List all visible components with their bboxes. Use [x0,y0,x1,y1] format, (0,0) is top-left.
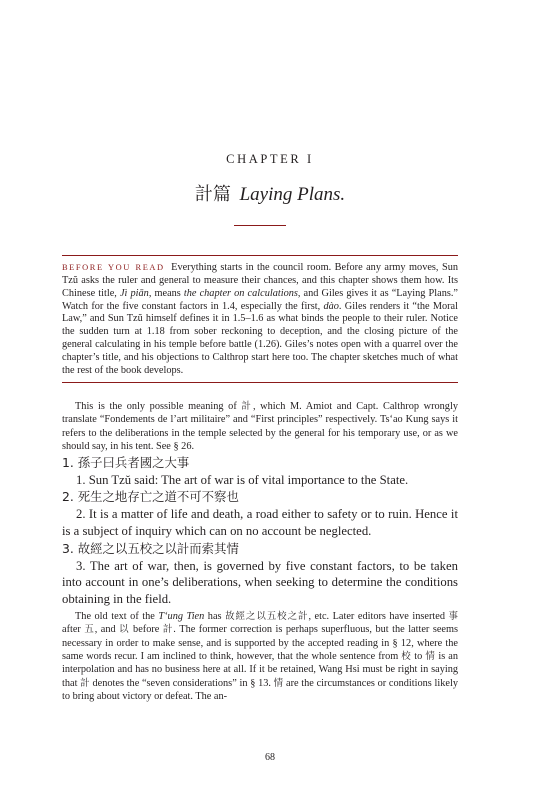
title-divider [234,225,286,226]
note-text: . The former correction is perhaps superfluous, but the latter seems necessary in order to make sense, and is supported by the accepted reading in § 12, where the same words recur. I am inclined to think, however, that the whole sentence from [62,624,458,663]
note-chinese: 故經之以五校之計 [225,610,309,622]
commentary-note [62,610,458,704]
note-chinese: 事 [448,610,459,622]
note-text: before [129,624,163,636]
before-you-read-dao: dào [323,300,339,312]
note-chinese: 五 [84,624,95,636]
main-text [62,400,458,704]
verse-english-text: 1. Sun Tzŭ said: The art of war is of vital importance to the State. [76,472,409,487]
verse-english-2 [62,506,458,539]
chapter-title [0,180,540,206]
before-you-read-box [62,255,458,383]
chapter-label: CHAPTER I [226,152,314,166]
note-chinese: 情 [273,677,284,689]
note-chinese: 情 [425,651,436,663]
note-text: This is the only possible meaning of [75,401,242,412]
chapter-title-chinese: 計篇 [194,184,231,205]
before-you-read-text: . Giles renders it “the Moral Law,” and Sun Tzŭ himself defines it in 1.5–1.6 as what binds the people to their ruler. Notice the sudden turn at 1.18 from sober reckoning to deception, and the closing picture of the general calculating in his temple before battle (1.26). Giles’s notes open with a quarrel over the chapter’s title, and his objections to Calthrop start here too. The chapter sketches much of what the rest of the book develops. [62,300,458,376]
note-chinese: 校 [401,651,412,663]
verse-english-3 [62,558,458,608]
verse-english-text: 3. The art of war, then, is governed by five constant factors, to be taken into account in one’s deliberations, when seeking to determine the conditions obtaining in the field. [62,558,458,607]
note-text: , etc. Later editors have inserted [308,610,449,622]
note-chinese: 計 [162,624,174,636]
before-you-read-text: , and Giles gives it as “Laying Plans.” Watch for the five constant factors in 1.4, especially the first, [62,287,458,312]
note-chinese: 以 [119,624,130,636]
note-text: , and [94,624,120,636]
note-chinese: 計 [80,677,90,689]
before-you-read-text: Everything starts in the council room. Before any army moves, Sun Tzŭ asks the ruler and general to measure their chances, and this chapter shows them how. Its Chinese title, [62,262,458,299]
verse-english-text: 2. It is a matter of life and death, a road either to safety or to ruin. Hence it is a subject of inquiry which can on no account be neglected. [62,507,458,539]
before-you-read-title-meaning: the chapter on calculations [183,287,298,299]
commentary-note [62,400,458,454]
note-text: has [204,610,226,622]
note-text: is an interpolation and has no business here at all. If it be retained, Wang Hsi must be right in saying that [62,651,458,689]
page-number: 68 [265,752,275,763]
before-you-read-label: BEFORE YOU READ [62,263,165,272]
verse-chinese-2: 2. 死生之地存亡之道不可不察也 [62,489,239,505]
verse-chinese-3: 3. 故經之以五校之以計而索其情 [62,540,239,556]
note-source-title: T‘ung Tien [158,610,205,622]
before-you-read-text: , means [148,287,184,299]
note-text: are the circumstances or conditions likely to bring about victory or defeat. The an- [62,677,458,703]
note-text: after [62,624,85,636]
verse-chinese-1: 1. 孫子曰兵者國之大事 [62,454,190,470]
note-text: denotes the “seven considerations” in § 13. [89,677,274,689]
note-text: The old text of the [75,610,159,622]
note-chinese: 計 [241,401,253,412]
note-text: to [411,651,426,663]
chapter-title-english: Laying Plans. [239,184,346,205]
note-text: , which M. Amiot and Capt. Calthrop wrongly translate “Fondements de l’art militaire” and “First principles” respectively. Ts‘ao Kung says it refers to the deliberations in the temple selected by the general for his temporary use, or as we should say, in his tent. See § 26. [62,401,458,453]
before-you-read-title-pinyin: Jì piān [119,287,149,299]
verse-english-1 [62,472,458,489]
